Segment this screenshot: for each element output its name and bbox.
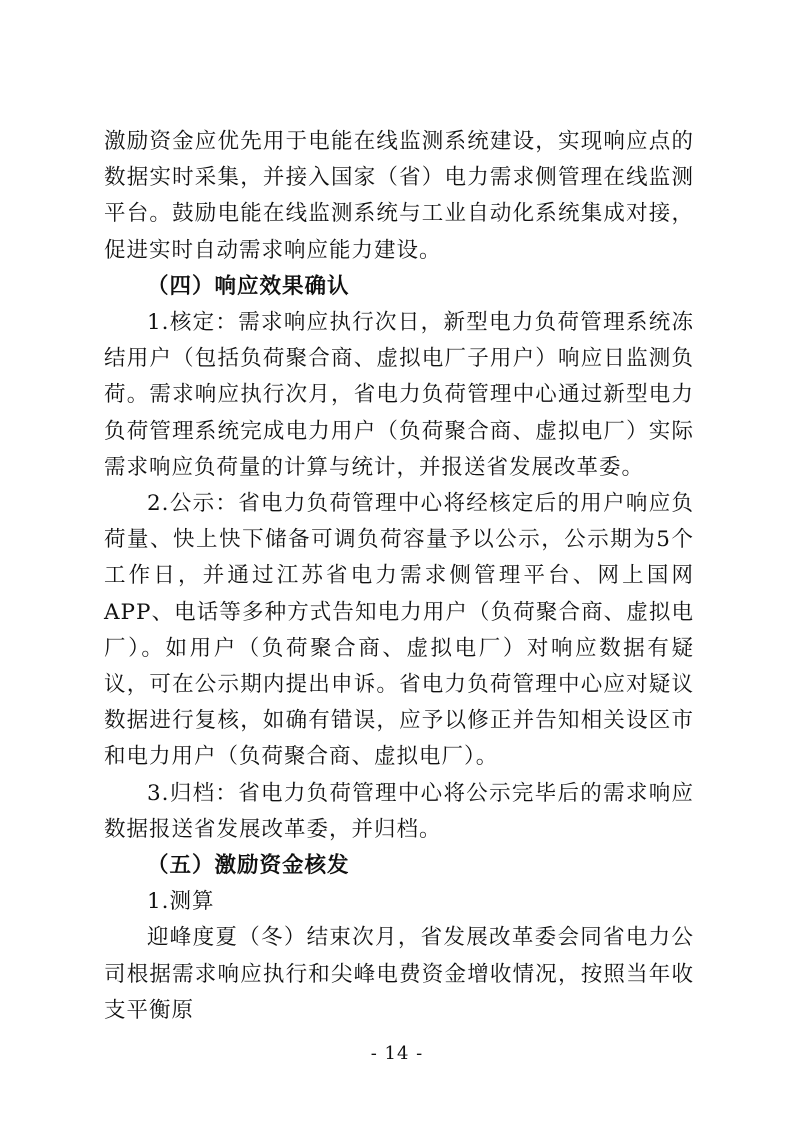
page-number: - 14 - (370, 1043, 424, 1064)
paragraph-calculation-details: 迎峰度夏（冬）结束次月，省发展改革委会同省电力公司根据需求响应执行和尖峰电费资金增收情况，按照当年收支平衡原 (104, 925, 694, 1023)
paragraph-verification: 1.核定：需求响应执行次日，新型电力负荷管理系统冻结用户（包括负荷聚合商、虚拟电厂子用户）响应日监测负荷。需求响应执行次月，省电力负荷管理中心通过新型电力负荷管理系统完成电力用户（负荷聚合商、虚拟电厂）实际需求响应负荷量的计算与统计，并报送省发展改革委。 (104, 310, 694, 480)
paragraph-publicity: 2.公示：省电力负荷管理中心将经核定后的用户响应负荷量、快上快下储备可调负荷容量予以公示，公示期为5个工作日，并通过江苏省电力需求侧管理平台、网上国网APP、电话等多种方式告知电力用户（负荷聚合商、虚拟电厂）。如用户（负荷聚合商、虚拟电厂）对响应数据有疑议，可在公示期内提出申诉。省电力负荷管理中心应对疑议数据进行复核，如确有错误，应予以修正并告知相关设区市和电力用户（负荷聚合商、虚拟电厂）。 (104, 491, 694, 770)
section-heading-response-confirmation: （四）响应效果确认 (147, 273, 350, 299)
document-body (104, 124, 694, 1029)
subheading-calculation: 1.测算 (147, 889, 215, 915)
paragraph-archiving: 3.归档：省电力负荷管理中心将公示完毕后的需求响应数据报送省发展改革委，并归档。 (104, 780, 694, 842)
paragraph-incentive-fund-usage: 激励资金应优先用于电能在线监测系统建设，实现响应点的数据实时采集，并接入国家（省）电力需求侧管理在线监测平台。鼓励电能在线监测系统与工业自动化系统集成对接，促进实时自动需求响应能力建设。 (104, 129, 694, 263)
section-heading-fund-issuance: （五）激励资金核发 (147, 853, 350, 879)
